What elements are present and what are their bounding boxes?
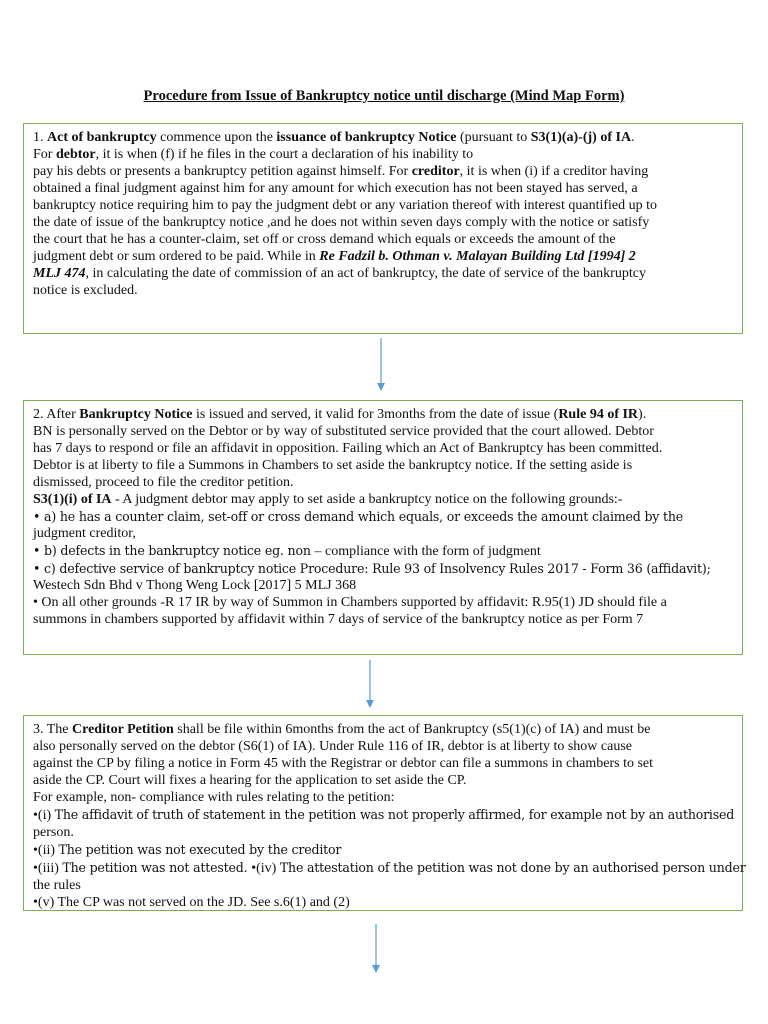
step-1-line-8 [33,248,735,265]
text-run: 3. The [33,722,73,737]
step-2-bullet-d: • On all other grounds -R 17 IR by way of Summon in Chambers supported by affidavit: R.95(1) JD should file a [33,595,667,610]
text-run: , in calculating the date of commission of an act of bankruptcy, the date of service of the bankruptcy [85,266,646,281]
text-run: shall be file within 6months from the act of Bankruptcy (s5(1)(c) of IA) and must be [173,722,651,737]
step-3-line-10: the rules [33,878,81,893]
text-run: commence upon the [156,130,277,145]
down-arrow-icon [369,924,383,976]
step-3-box [23,715,746,911]
text-run: • b) defects in the bankruptcy notice eg. non [33,543,315,558]
step-2-bullet-a: • a) he has a counter claim, set-off or cross demand which equals, or exceeds the amount claimed by the [33,509,684,524]
term-issuance-of-bankruptcy-notice: issuance of bankruptcy Notice [276,130,457,145]
text-run: •(iv) [251,861,280,876]
text-run: – compliance with the form of judgment [314,544,541,559]
text-run: 2. After [33,407,80,422]
text-run: is issued and served, it valid for 3months from the date of issue ( [192,407,559,422]
down-arrow-icon [363,660,377,710]
text-run: (pursuant to [456,130,531,145]
step-3-line-2: also personally served on the debtor (S6(1) of IA). Under Rule 116 of IR, debtor is at liberty to show cause [33,739,633,754]
text-run: judgment debt or sum ordered to be paid. While in [33,249,320,264]
down-arrow-icon [374,338,388,394]
step-2-line-11: Westech Sdn Bhd v Thong Weng Lock [2017] 5 MLJ 368 [33,578,357,593]
term-creditor-petition: Creditor Petition [72,722,174,737]
text-run: The affidavit of truth of statement in the petition was not properly affirmed, for example not by an authorised [54,807,735,822]
step-1-line-5: bankruptcy notice requiring him to pay the judgment debt or any variation thereof with interest quantified up to [33,198,657,213]
text-run: The petition was not attested. [62,860,252,875]
step-2-box [23,400,743,655]
step-3-line-1 [33,721,735,738]
step-2-line-13: summons in chambers supported by affidavit within 7 days of service of the bankruptcy notice as per Form 7 [33,612,644,627]
step-3-line-5: For example, non- compliance with rules relating to the petition: [33,790,395,805]
step-2-bullet-b [33,542,735,560]
term-creditor: creditor [411,164,460,179]
text-run: The CP was not served on the JD. See s.6(1) and (2) [57,895,350,910]
step-3-item-v [33,894,735,911]
step-2-line-5: dismissed, proceed to file the creditor petition. [33,475,294,490]
step-3-line-3: against the CP by filing a notice in Form 45 with the Registrar or debtor can file a summons in chambers to set [33,756,654,771]
step-1-line-3 [33,163,735,180]
step-2-line-8: judgment creditor, [33,526,136,541]
step-2-line-6 [33,491,735,508]
step-1-line-2 [33,146,735,163]
step-1-line-6: the date of issue of the bankruptcy notice ,and he does not within seven days comply with the notice or satisfy [33,215,650,230]
text-run: ). [638,407,647,422]
statute-reference: S3(1)(i) of IA [33,492,112,507]
text-run: •(i) [33,808,55,823]
text-run: - A judgment debtor may apply to set aside a bankruptcy notice on the following grounds:- [111,492,623,507]
step-1-line-9 [33,265,735,282]
text-run: , it is when (f) if he files in the court a declaration of his inability to [95,147,474,162]
step-1-box [23,123,743,334]
text-run: •(iii) [33,861,63,876]
step-2-line-4: Debtor is at liberty to file a Summons in Chambers to set aside the bankruptcy notice. If the setting aside is [33,458,633,473]
statute-reference: S3(1)(a)-(j) of IA [530,130,632,145]
text-run: •(ii) [33,843,59,858]
step-2-line-3: has 7 days to respond or file an affidavit in opposition. Failing which an Act of Bankruptcy has been committed. [33,441,663,456]
text-run: For [33,147,56,162]
step-2-line-2: BN is personally served on the Debtor or by way of substituted service provided that the court allowed. Debtor [33,424,654,439]
step-3-line-4: aside the CP. Court will fixes a hearing for the application to set aside the CP. [33,773,467,788]
case-citation: MLJ 474 [33,266,86,281]
text-run: pay his debts or presents a bankruptcy petition against himself. For [33,164,412,179]
term-debtor: debtor [55,147,96,162]
term-bankruptcy-notice: Bankruptcy Notice [79,407,193,422]
text-run: The attestation of the petition was not done by an authorised person under [279,860,746,875]
step-1-line-10: notice is excluded. [33,283,138,298]
step-1-line-7: the court that he has a counter-claim, set off or cross demand which equals or exceeds the amount of the [33,232,616,247]
text-run: 1. [33,130,47,145]
step-1-line-1 [33,129,735,146]
text-run: . [631,130,635,145]
term-act-of-bankruptcy: Act of bankruptcy [47,130,157,145]
page-title: Procedure from Issue of Bankruptcy notice until discharge (Mind Map Form) [143,88,625,104]
step-3-item-ii [33,841,735,859]
step-3-item-i [33,806,735,824]
rule-reference: Rule 94 of IR [558,407,639,422]
step-2-bullet-c: • c) defective service of bankruptcy notice Procedure: Rule 93 of Insolvency Rules 2017 - Form 36 (affidavit); [33,561,711,576]
step-2-line-1 [33,406,735,423]
text-run: •(v) [33,895,58,910]
text-run: The petition was not executed by the creditor [58,842,342,857]
case-citation: Re Fadzil b. Othman v. Malayan Building Ltd [1994] 2 [319,249,636,264]
text-run: , it is when (i) if a creditor having [459,164,649,179]
step-3-item-iii-iv [33,859,746,877]
step-1-line-4: obtained a final judgment against him for any amount for which execution has not been stayed has served, a [33,181,638,196]
step-3-line-7: person. [33,825,74,840]
